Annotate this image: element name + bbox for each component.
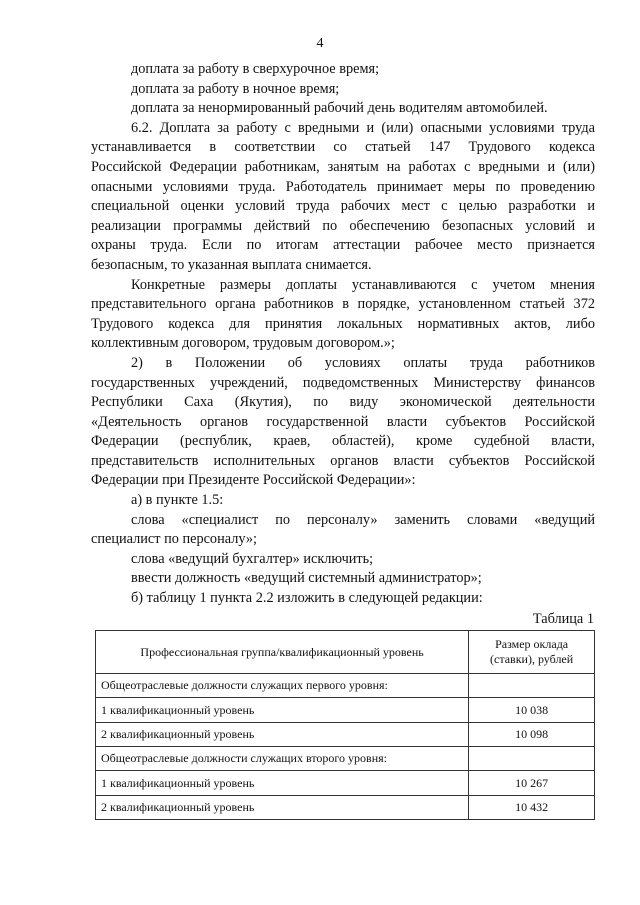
table-header-group: Профессиональная группа/квалификационный уровень <box>96 631 469 674</box>
table-row <box>96 674 595 698</box>
text-line: а) в пункте 1.5: <box>131 492 224 509</box>
table-row <box>96 747 595 771</box>
text-line: безопасным, то указанная выплата снимается. <box>91 256 372 273</box>
salary-cell <box>469 747 595 771</box>
salary-cell: 10 432 <box>469 796 595 820</box>
text-line: слова «ведущий бухгалтер» исключить; <box>131 550 374 567</box>
salary-cell: 10 267 <box>469 771 595 796</box>
table-header-salary-line2: (ставки), рублей <box>490 652 574 666</box>
text-line: Конкретные размеры доплаты устанавливаются с учетом мнения <box>131 276 595 293</box>
text-line: реализации программы действий по обеспечению безопасных условий и <box>91 217 595 234</box>
qualification-level-cell: 2 квалификационный уровень <box>96 723 469 747</box>
text-line: коллективным договором, трудовым договором.»; <box>91 335 395 352</box>
qualification-level-cell: 1 квалификационный уровень <box>96 698 469 723</box>
text-line: специалист по персоналу»; <box>91 531 257 548</box>
table-caption: Таблица 1 <box>532 611 594 627</box>
text-line: представительств исполнительных органов власти субъектов Российской <box>91 452 595 469</box>
text-line: «Деятельность органов государственной власти субъектов Российской <box>91 413 595 430</box>
text-line: Федерации при Президенте Российской Федерации»: <box>91 472 416 489</box>
table-row <box>96 698 595 723</box>
text-line: Федерации (республик, краев, областей), кроме судебной власти, <box>91 433 595 450</box>
qualification-level-cell: 1 квалификационный уровень <box>96 771 469 796</box>
text-line: представительного органа работников в порядке, установленном статьей 372 <box>91 296 595 313</box>
text-line: слова «специалист по персоналу» заменить словами «ведущий <box>131 511 595 528</box>
text-line: 2) в Положении об условиях оплаты труда работников <box>131 354 595 371</box>
salary-cell: 10 038 <box>469 698 595 723</box>
table-header-salary <box>469 631 595 674</box>
table-row <box>96 771 595 796</box>
table-row <box>96 796 595 820</box>
text-line: доплата за работу в ночное время; <box>131 80 340 97</box>
table-row <box>96 723 595 747</box>
text-line: доплата за работу в сверхурочное время; <box>131 61 380 77</box>
text-line: специальной оценки условий труда рабочих мест с целью разработки и <box>91 198 595 215</box>
table-header-row <box>96 631 595 674</box>
text-line: 6.2. Доплата за работу с вредными и (или) опасными условиями труда <box>131 119 595 136</box>
text-line: государственных учреждений, подведомственных Министерству финансов <box>91 374 595 391</box>
text-line: охраны труда. Если по итогам аттестации рабочее место признается <box>91 237 595 254</box>
text-line: опасными условиями труда. Работодатель принимает меры по проведению <box>91 178 595 195</box>
qualification-level-cell: Общеотраслевые должности служащих второго уровня: <box>96 747 469 771</box>
text-line: доплата за ненормированный рабочий день водителям автомобилей. <box>131 100 548 117</box>
salary-cell <box>469 674 595 698</box>
text-line: Российской Федерации работникам, занятым на работах с вредными и (или) <box>91 158 595 175</box>
salary-cell: 10 098 <box>469 723 595 747</box>
salary-table <box>95 630 595 820</box>
text-line: Трудового кодекса для принятия локальных нормативных актов, либо <box>91 315 595 332</box>
text-line: ввести должность «ведущий системный администратор»; <box>131 570 482 587</box>
document-body <box>91 60 595 609</box>
table-header-salary-line1: Размер оклада <box>495 637 569 651</box>
page-number: 4 <box>316 36 324 51</box>
text-line: Республики Саха (Якутия), по виду экономической деятельности <box>91 394 595 411</box>
qualification-level-cell: 2 квалификационный уровень <box>96 796 469 820</box>
text-line: б) таблицу 1 пункта 2.2 изложить в следующей редакции: <box>131 590 483 607</box>
text-line: устанавливается в соответствии со статьей 147 Трудового кодекса <box>91 139 595 156</box>
qualification-level-cell: Общеотраслевые должности служащих первого уровня: <box>96 674 469 698</box>
